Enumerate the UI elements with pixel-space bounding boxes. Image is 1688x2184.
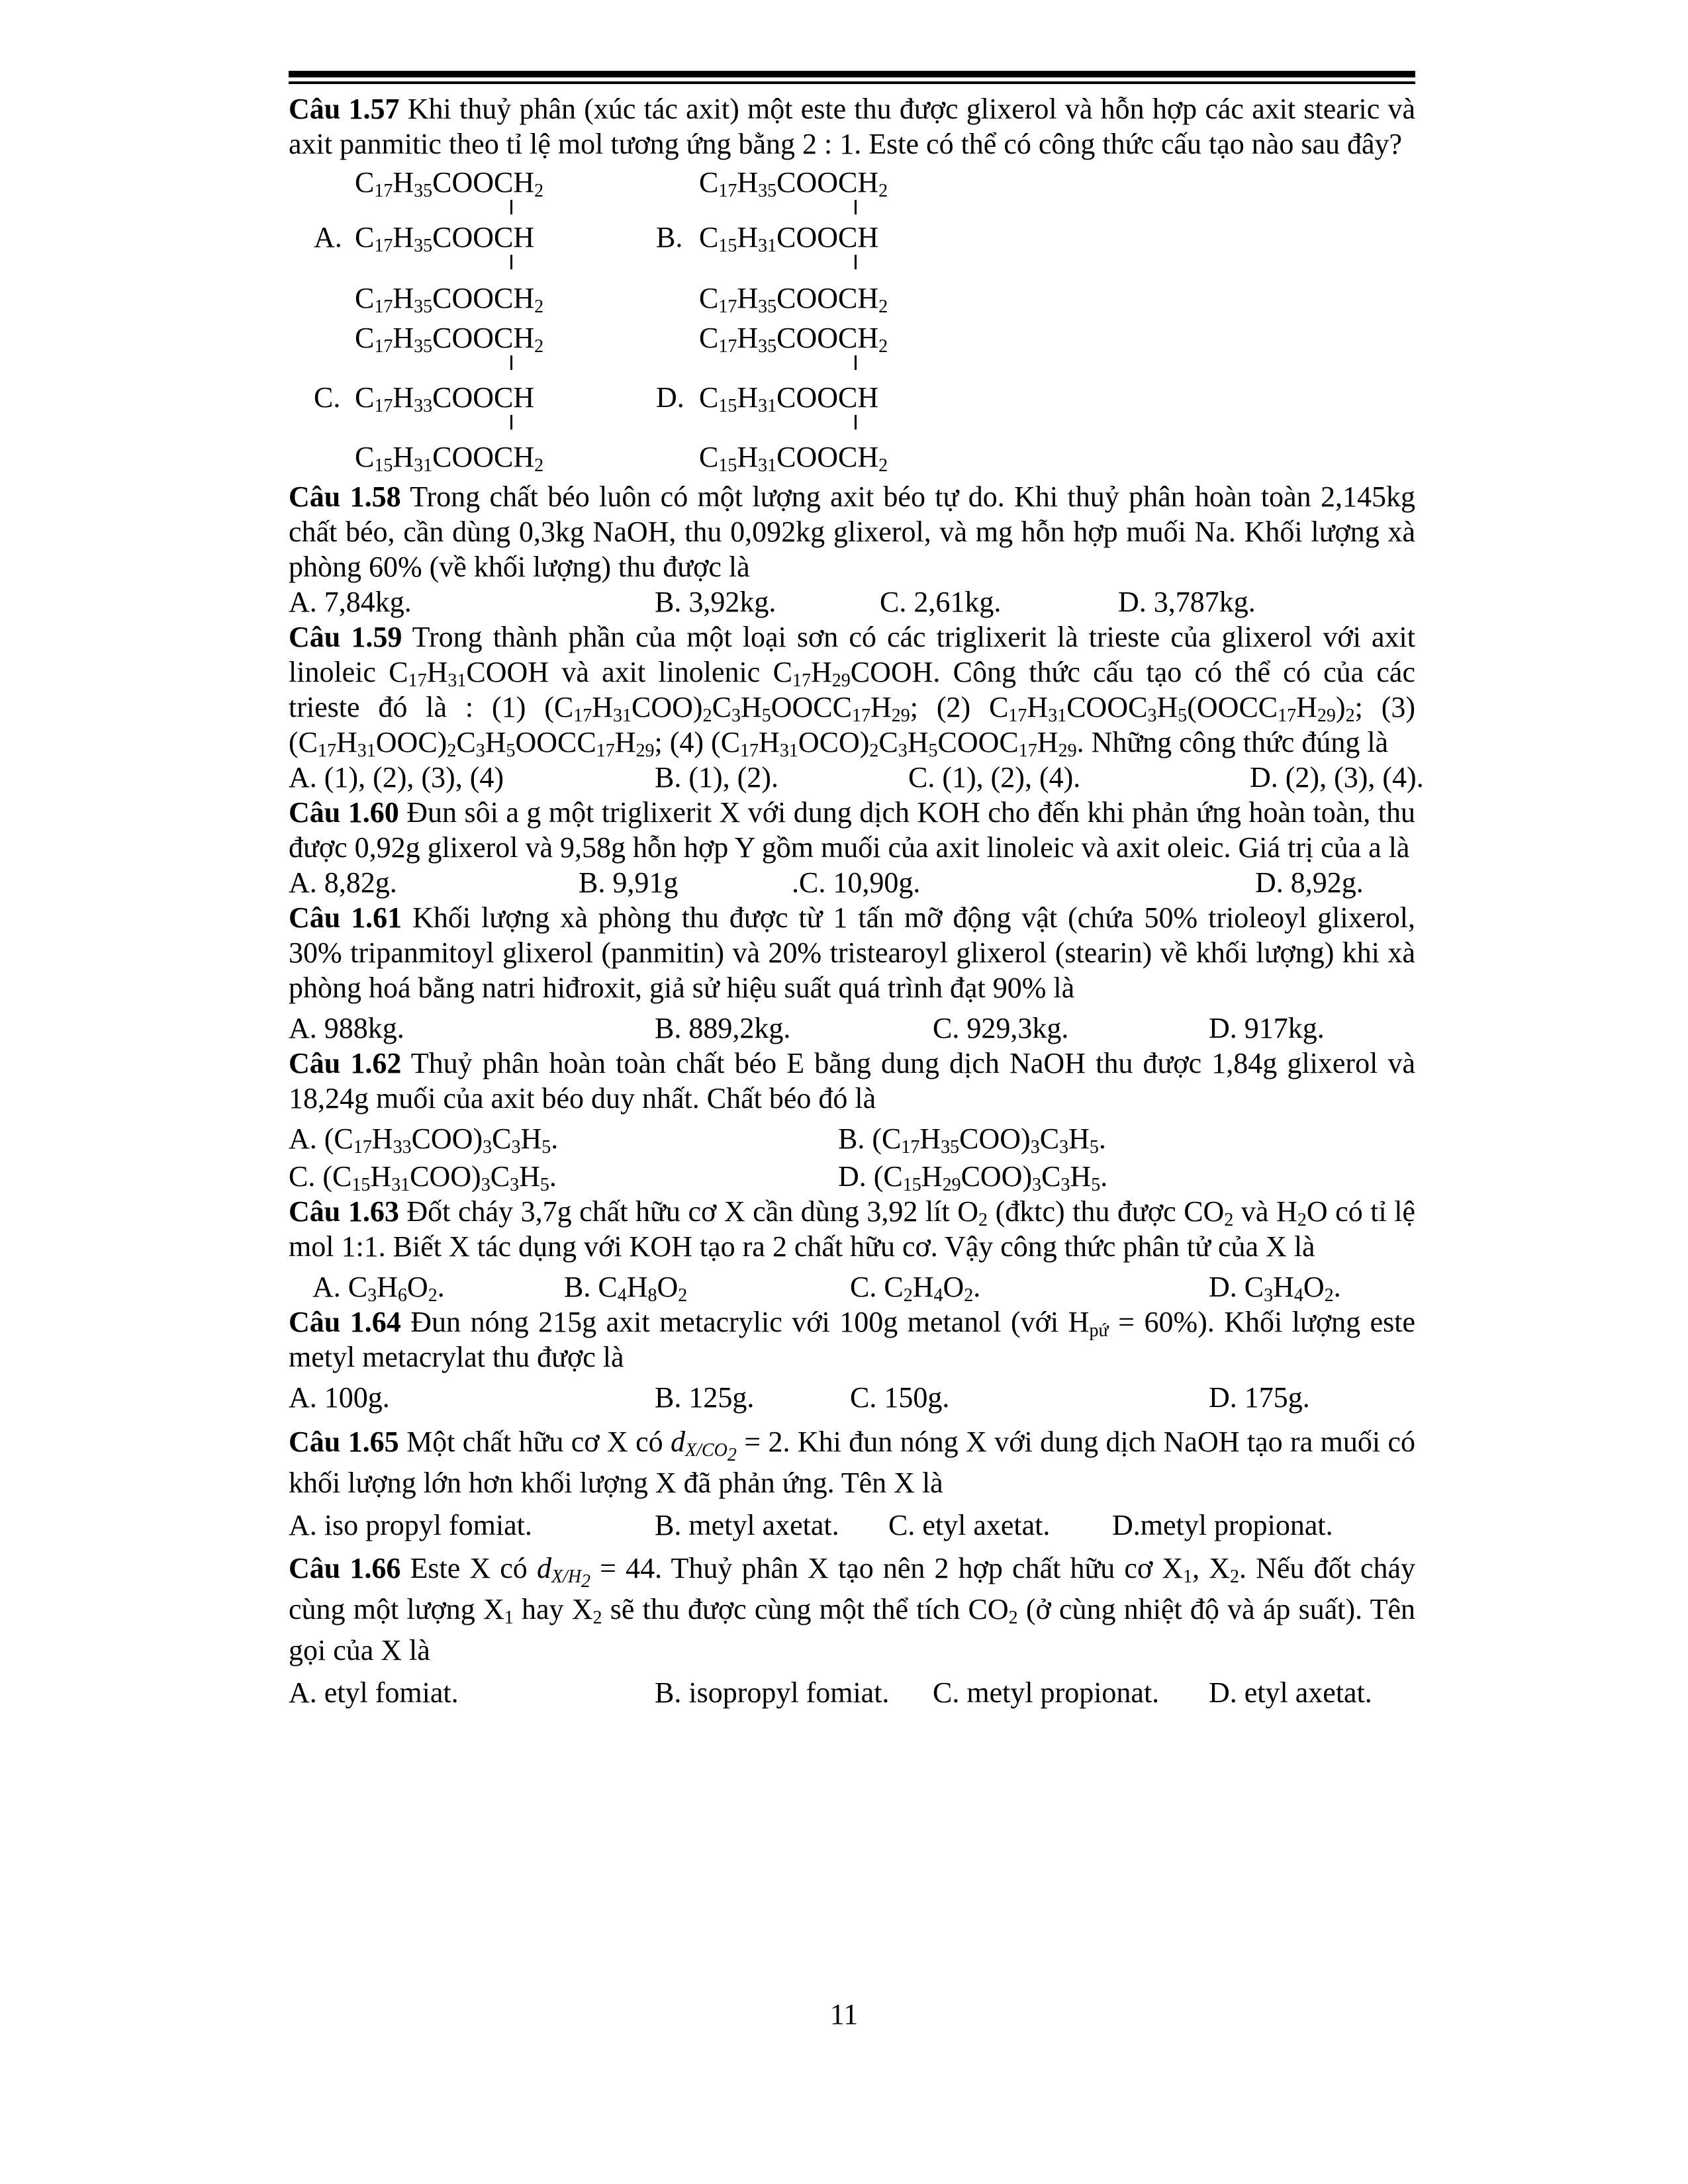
question-label: Câu 1.62: [289, 1047, 402, 1079]
page-content: [289, 91, 1424, 1710]
answer-options: [289, 1269, 1415, 1304]
answer-option-a: A. $C_3H_6O_2$.: [312, 1271, 445, 1306]
answer-option-a: A. 100g.: [289, 1381, 390, 1414]
question-1-59: Câu 1.59 Trong thành phần của một loại sơn có các triglixerit là trieste của glixerol với axit linoleic $C_{17}H_{31}COOH$ và axit linolenic $C_{17}H_{29}COOH$. Công thức cấu tạo có thể có của các trieste đó là : (1) $(C_{17}H_{31}COO)_2C_3H_5OOCC_{17}H_{29}$; (2) $C_{17}H_{31}COOC_3H_5(OOCC_{17}H_{29})_2$; (3) $(C_{17}H_{31}OOC)_2C_3H_5OOCC_{17}H_{29}$; (4) $(C_{17}H_{31}OCO)_2C_3H_5COOC_{17}H_{29}$. Những công thức đúng là: [289, 621, 1415, 761]
struct-a-line1: $C_{17}H_{35}COOCH_2$: [355, 166, 544, 201]
question-text: . Khi đun nóng X với dung dịch NaOH tạo ra muối có khối lượng lớn hơn khối lượng X đã phản ứng. Tên X là: [289, 1426, 1416, 1499]
question-text: Đốt cháy 3,7g chất hữu cơ X cần dùng 3,92 lít: [406, 1195, 950, 1228]
formula-density: $d_{X/CO_2}$: [671, 1426, 737, 1465]
struct-b-line1: $C_{17}H_{35}COOCH_2$: [699, 166, 888, 201]
struct-bond: [855, 415, 857, 430]
answer-option-b: B. 889,2kg.: [655, 1012, 791, 1044]
question-text: Trong chất béo luôn có một lượng axit béo tự do. Khi thuỷ phân hoàn toàn 2,145kg chất béo, cần dùng 0,3kg NaOH, thu 0,092kg glixerol, và mg hỗn hợp muối Na. Khối lượng xà phòng 60% (về khối lượng) thu được là: [289, 480, 1415, 583]
answer-option-a: A. 7,84kg.: [289, 586, 412, 618]
answer-options: [289, 865, 1415, 900]
question-1-64: Câu 1.64 Đun nóng 215g axit metacrylic với 100g metanol (với $H_{pứ} = 60\%$). Khối lượng este metyl metacrylat thu được là: [289, 1306, 1416, 1373]
answer-option-b: B. metyl axetat.: [655, 1509, 839, 1541]
question-text: Khi thuỷ phân (xúc tác axit) một este thu được glixerol và hỗn hợp các axit stearic và axit panmitic theo tỉ lệ mol tương ứng bằng 2 : 1. Este có thể có công thức cấu tạo nào sau đây?: [289, 93, 1416, 160]
question-text: hay: [521, 1593, 564, 1625]
question-label: Câu 1.65: [289, 1426, 399, 1458]
answer-option-c: C. $C_2H_4O_2$.: [850, 1271, 981, 1306]
answer-options: [289, 1675, 1415, 1710]
question-label: Câu 1.57: [289, 93, 400, 125]
struct-c-line2: $C_{17}H_{33}COOCH$: [355, 381, 535, 416]
answer-option-d: D. $C_3H_4O_2$.: [1209, 1271, 1341, 1306]
header-rule-thick: [289, 71, 1415, 77]
answer-option-d: D.metyl propionat.: [1112, 1509, 1333, 1541]
question-label: Câu 1.61: [289, 901, 402, 934]
answer-option-c: C. etyl axetat.: [888, 1509, 1051, 1541]
question-1-61: [289, 900, 1415, 1005]
struct-bond: [855, 355, 857, 370]
answer-option-b: B. (1), (2).: [655, 761, 778, 794]
question-label: Câu 1.64: [289, 1306, 401, 1338]
formula-density: $d_{X/H_2}$: [536, 1552, 591, 1592]
question-label: Câu 1.58: [289, 480, 401, 513]
answer-option-c: C. (1), (2), (4).: [908, 761, 1081, 794]
question-label: Câu 1.63: [289, 1195, 399, 1228]
question-1-62: [289, 1046, 1415, 1116]
answer-option-a: A. 988kg.: [289, 1012, 404, 1044]
struct-bond: [510, 415, 512, 430]
question-text: Khối lượng xà phòng thu được từ 1 tấn mỡ động vật (chứa 50% trioleoyl glixerol, 30% tripanmitoyl glixerol (panmitin) và 20% tristearoyl glixerol (stearin) về khối lượng) khi xà phòng hoá bằng natri hiđroxit, giả sử hiệu suất quá trình đạt 90% là: [289, 901, 1416, 1004]
struct-d-line1: $C_{17}H_{35}COOCH_2$: [699, 322, 888, 357]
answer-options: [289, 1380, 1415, 1415]
struct-d-line2: $C_{15}H_{31}COOCH$: [699, 381, 879, 416]
question-1-60: [289, 795, 1415, 865]
struct-b-line2: $C_{15}H_{31}COOCH$: [699, 221, 879, 256]
question-text: và: [1241, 1195, 1269, 1228]
question-text: (đktc) thu được: [995, 1195, 1176, 1228]
question-text: . Công thức cấu tạo có thể có của các trieste đó là : (1): [289, 656, 1415, 723]
struct-c-line3: $C_{15}H_{31}COOCH_2$: [355, 441, 544, 476]
struct-bond: [855, 255, 857, 269]
answer-options: [289, 1159, 1415, 1194]
answer-options: [289, 1011, 1415, 1046]
question-text: Thuỷ phân hoàn toàn chất béo E bằng dung dịch NaOH thu được 1,84g glixerol và 18,24g muối của axit béo duy nhất. Chất béo đó là: [289, 1047, 1415, 1115]
question-1-65: Câu 1.65 Một chất hữu cơ X có $d_{X/CO_2} = 2$. Khi đun nóng X với dung dịch NaOH tạo ra muối có khối lượng lớn hơn khối lượng X đã phản ứng. Tên X là: [289, 1426, 1416, 1499]
question-label: Câu 1.60: [289, 796, 399, 829]
question-text: sẽ thu được cùng một thể tích: [610, 1593, 961, 1625]
question-text: Trong thành phần của một loại sơn có các triglixerit là trieste của glixerol với axit linoleic: [289, 621, 1415, 688]
struct-a-line2: $C_{17}H_{35}COOCH$: [355, 221, 535, 256]
question-label: Câu 1.66: [289, 1552, 401, 1584]
question-text: Đun sôi a g một triglixerit X với dung dịch KOH cho đến khi phản ứng hoàn toàn, thu được 0,92g glixerol và 9,58g hỗn hợp Y gồm muối của axit linoleic và axit oleic. Giá trị của a là: [289, 796, 1415, 864]
struct-bond: [510, 255, 512, 269]
question-label: Câu 1.59: [289, 621, 402, 653]
answer-option-d: D. (2), (3), (4).: [1250, 761, 1424, 794]
answer-option-c: C. 2,61kg.: [880, 586, 1002, 618]
question-text: . Thuỷ phân X tạo nên 2 hợp chất hữu cơ: [655, 1552, 1153, 1584]
answer-option-b: B. 125g.: [655, 1381, 755, 1414]
answer-option-b: B. 9,91g: [579, 866, 679, 899]
answer-option-d: D. etyl axetat.: [1209, 1676, 1372, 1709]
answer-options: [289, 1508, 1415, 1543]
question-text: (ở cùng nhiệt độ và áp suất). Tên gọi của X là: [289, 1593, 1415, 1666]
answer-options: [289, 760, 1424, 795]
page-number: 11: [829, 1998, 859, 2030]
answer-option-a: A. etyl fomiat.: [289, 1676, 459, 1709]
header-rule-thin: [289, 81, 1415, 84]
answer-option-c: C. $(C_{15}H_{31}COO)_3C_3H_5$.: [289, 1160, 557, 1195]
answer-option-d: D. 3,787kg.: [1118, 586, 1256, 618]
option-label-d: D.: [656, 381, 684, 414]
struct-c-line1: $C_{17}H_{35}COOCH_2$: [355, 322, 544, 357]
answer-option-b: B. 3,92kg.: [655, 586, 776, 618]
struct-b-line3: $C_{17}H_{35}COOCH_2$: [699, 282, 888, 317]
answer-option-b: B. $(C_{17}H_{35}COO)_3C_3H_5$.: [838, 1122, 1106, 1158]
answer-option-d: D. 917kg.: [1209, 1012, 1325, 1044]
struct-bond: [855, 200, 857, 214]
option-label-b: B.: [656, 221, 683, 253]
option-label-a: A.: [314, 221, 342, 253]
answer-option-a: A. $(C_{17}H_{33}COO)_3C_3H_5$.: [289, 1122, 559, 1158]
question-text: và axit linolenic: [561, 656, 761, 688]
question-text: Một chất hữu cơ X có: [406, 1426, 663, 1458]
answer-option-a: A. 8,82g.: [289, 866, 397, 899]
question-text: . Nếu đốt cháy cùng một lượng: [289, 1552, 1415, 1625]
answer-option-d: D. 8,92g.: [1255, 866, 1364, 899]
answer-options: [289, 1121, 1415, 1156]
question-1-57: [289, 91, 1415, 161]
struct-bond: [510, 355, 512, 370]
structure-options: [289, 161, 1415, 479]
answer-option-d: D. $(C_{15}H_{29}COO)_3C_3H_5$.: [838, 1160, 1108, 1195]
question-text: Đun nóng 215g axit metacrylic với 100g metanol (với: [410, 1306, 1059, 1338]
answer-option-a: A. (1), (2), (3), (4): [289, 761, 504, 794]
question-text: Este X có: [410, 1552, 528, 1584]
question-text: = 60%). Khối lượng este metyl metacrylat thu được là: [289, 1306, 1416, 1373]
answer-option-c: C. 929,3kg.: [933, 1012, 1069, 1044]
question-text: Những công thức đúng là: [1091, 726, 1389, 758]
question-text: có tỉ lệ mol 1:1. Biết X tác dụng với KOH tạo ra 2 chất hữu cơ. Vậy công thức phân tử của X là: [289, 1195, 1416, 1263]
option-label-c: C.: [314, 381, 341, 414]
answer-option-a: A. iso propyl fomiat.: [289, 1509, 532, 1541]
question-1-63: Câu 1.63 Đốt cháy 3,7g chất hữu cơ X cần dùng 3,92 lít $O_2$ (đktc) thu được $CO_2$ và $H_2O$ có tỉ lệ mol 1:1. Biết X tác dụng với KOH tạo ra 2 chất hữu cơ. Vậy công thức phân tử của X là: [289, 1195, 1416, 1263]
struct-bond: [510, 200, 512, 214]
answer-option-d: D. 175g.: [1209, 1381, 1310, 1414]
answer-options: [289, 584, 1415, 619]
struct-d-line3: $C_{15}H_{31}COOCH_2$: [699, 441, 888, 476]
struct-a-line3: $C_{17}H_{35}COOCH_2$: [355, 282, 544, 317]
answer-option-b: B. $C_4H_8O_2$: [564, 1271, 688, 1306]
question-1-58: [289, 479, 1415, 584]
answer-option-b: B. isopropyl fomiat.: [655, 1676, 890, 1709]
answer-option-c: C. 150g.: [850, 1381, 950, 1414]
answer-option-c: C. metyl propionat.: [933, 1676, 1160, 1709]
question-1-66: Câu 1.66 Este X có $d_{X/H_2} = 44$. Thuỷ phân X tạo nên 2 hợp chất hữu cơ $X_1$, $X_2$. Nếu đốt cháy cùng một lượng $X_1$ hay $X_2$ sẽ thu được cùng một thể tích $CO_2$ (ở cùng nhiệt độ và áp suất). Tên gọi của X là: [289, 1552, 1415, 1666]
answer-option-c: .C. 10,90g.: [792, 866, 921, 899]
